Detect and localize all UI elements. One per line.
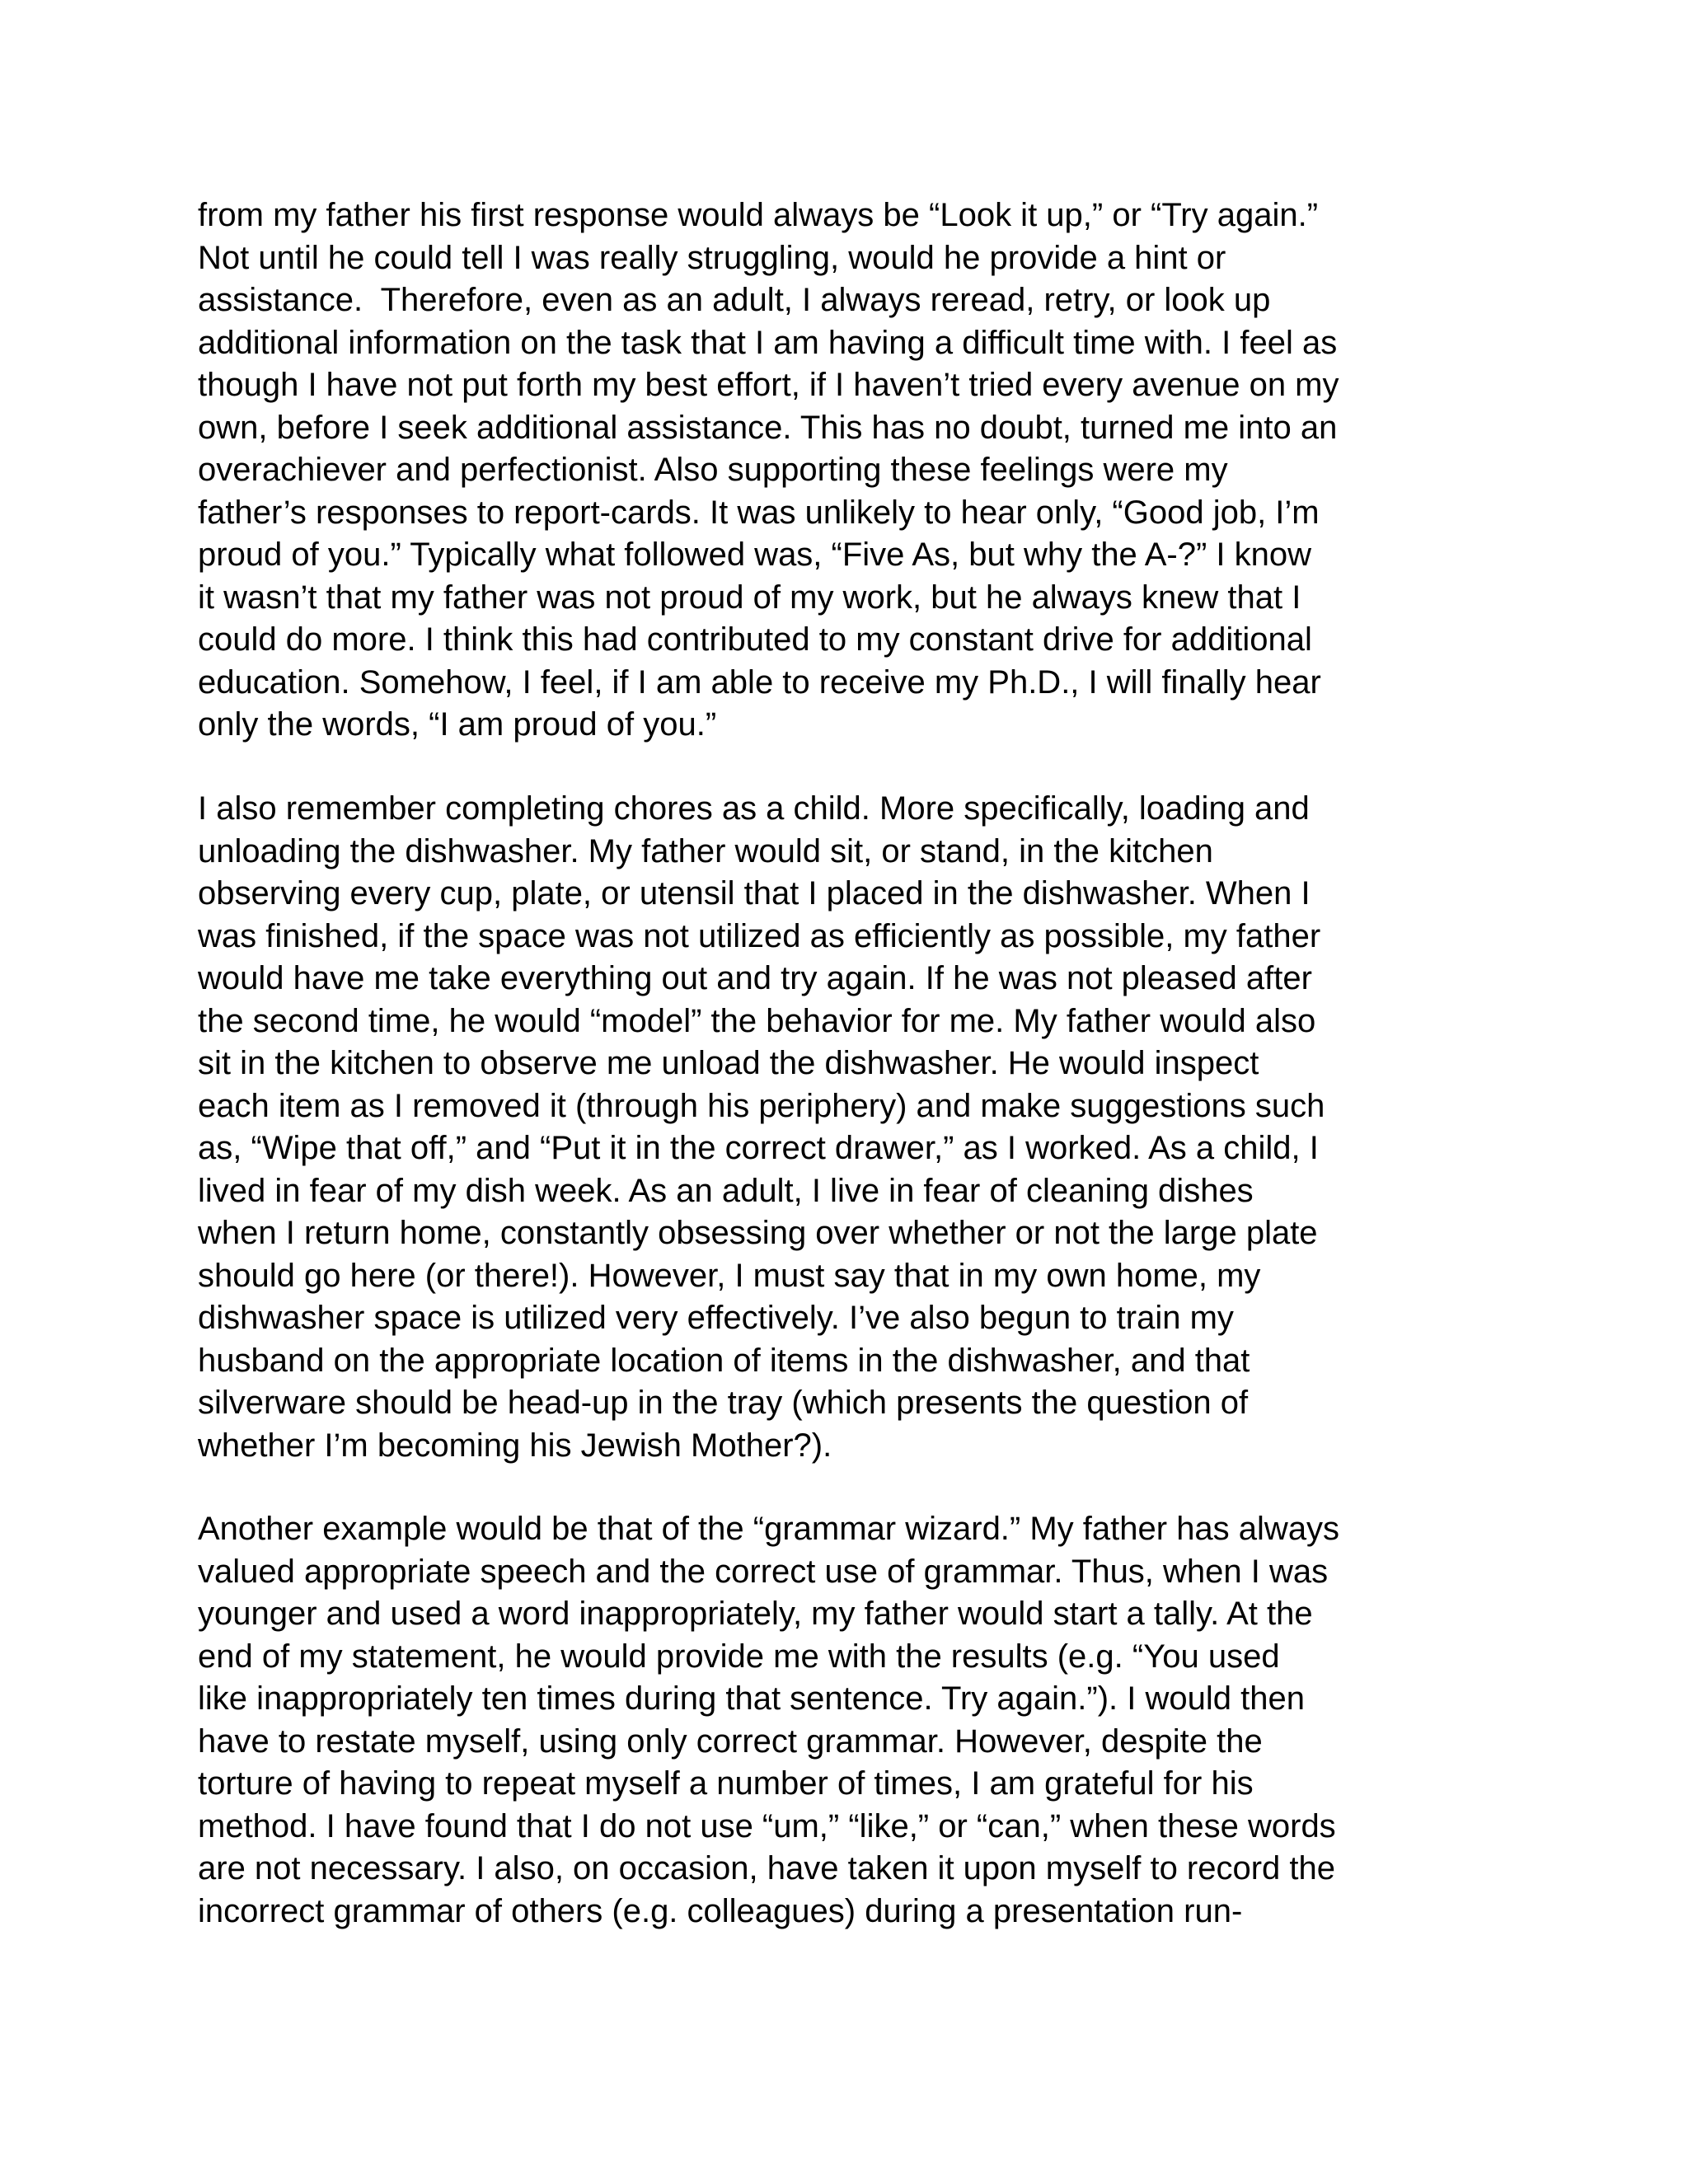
text-line: should go here (or there!). However, I must say that in my own home, my bbox=[198, 1257, 1261, 1294]
text-line: the second time, he would “model” the behavior for me. My father would also bbox=[198, 1002, 1316, 1039]
text-line: Not until he could tell I was really struggling, would he provide a hint or bbox=[198, 239, 1226, 276]
text-line: whether I’m becoming his Jewish Mother?). bbox=[198, 1427, 832, 1464]
text-line: though I have not put forth my best effort, if I haven’t tried every avenue on my bbox=[198, 367, 1339, 403]
text-line: when I return home, constantly obsessing over whether or not the large plate bbox=[198, 1215, 1318, 1251]
text-line: each item as I removed it (through his periphery) and make suggestions such bbox=[198, 1087, 1325, 1124]
text-line: could do more. I think this had contributed to my constant drive for additional bbox=[198, 621, 1312, 658]
text-line: proud of you.” Typically what followed was, “Five As, but why the A-?” I know bbox=[198, 537, 1311, 573]
paragraph-1 bbox=[198, 194, 1490, 747]
text-line: as, “Wipe that off,” and “Put it in the correct drawer,” as I worked. As a child, I bbox=[198, 1130, 1319, 1166]
paragraph-2 bbox=[198, 788, 1490, 1467]
text-line: unloading the dishwasher. My father would sit, or stand, in the kitchen bbox=[198, 832, 1213, 869]
text-line: observing every cup, plate, or utensil that I placed in the dishwasher. When I bbox=[198, 875, 1311, 912]
text-line: education. Somehow, I feel, if I am able to receive my Ph.D., I will finally hear bbox=[198, 663, 1321, 701]
text-line: younger and used a word inappropriately, my father would start a tally. At the bbox=[198, 1596, 1313, 1632]
text-line: dishwasher space is utilized very effectively. I’ve also begun to train my bbox=[198, 1300, 1234, 1336]
text-line: end of my statement, he would provide me with the results (e.g. “You used bbox=[198, 1638, 1280, 1675]
text-line: I also remember completing chores as a child. More specifically, loading and bbox=[198, 790, 1310, 827]
text-line: it wasn’t that my father was not proud of my work, but he always knew that I bbox=[198, 579, 1301, 616]
text-line: valued appropriate speech and the correct use of grammar. Thus, when I was bbox=[198, 1553, 1329, 1590]
text-line: are not necessary. I also, on occasion, have taken it upon myself to record the bbox=[198, 1850, 1336, 1886]
text-line: only the words, “I am proud of you.” bbox=[198, 706, 717, 743]
text-line: silverware should be head-up in the tray (which presents the question of bbox=[198, 1385, 1249, 1421]
text-line: assistance. Therefore, even as an adult, I always reread, retry, or look up bbox=[198, 282, 1271, 318]
text-line: sit in the kitchen to observe me unload the dishwasher. He would inspect bbox=[198, 1045, 1259, 1081]
text-line: Another example would be that of the “grammar wizard.” My father has always bbox=[198, 1511, 1340, 1547]
text-line: overachiever and perfectionist. Also supporting these feelings were my bbox=[198, 452, 1228, 488]
text-line: husband on the appropriate location of items in the dishwasher, and that bbox=[198, 1342, 1250, 1379]
text-line: own, before I seek additional assistance. This has no doubt, turned me into an bbox=[198, 409, 1338, 446]
text-line: additional information on the task that I am having a difficult time with. I feel as bbox=[198, 324, 1338, 361]
text-line: from my father his first response would always be “Look it up,” or “Try again.” bbox=[198, 197, 1319, 233]
text-line: lived in fear of my dish week. As an adult, I live in fear of cleaning dishes bbox=[198, 1172, 1254, 1209]
paragraph-3 bbox=[198, 1508, 1490, 1933]
text-line: was finished, if the space was not utilized as efficiently as possible, my father bbox=[198, 917, 1321, 954]
text-line: have to restate myself, using only correct grammar. However, despite the bbox=[198, 1722, 1263, 1760]
text-line: torture of having to repeat myself a number of times, I am grateful for his bbox=[198, 1765, 1254, 1802]
text-line: father’s responses to report-cards. It was unlikely to hear only, “Good job, I’m bbox=[198, 494, 1320, 531]
text-line: would have me take everything out and try again. If he was not pleased after bbox=[198, 960, 1312, 996]
text-line: incorrect grammar of others (e.g. colleagues) during a presentation run- bbox=[198, 1892, 1243, 1929]
text-line: method. I have found that I do not use “um,” “like,” or “can,” when these words bbox=[198, 1807, 1336, 1844]
text-line: like inappropriately ten times during that sentence. Try again.”). I would then bbox=[198, 1680, 1305, 1717]
